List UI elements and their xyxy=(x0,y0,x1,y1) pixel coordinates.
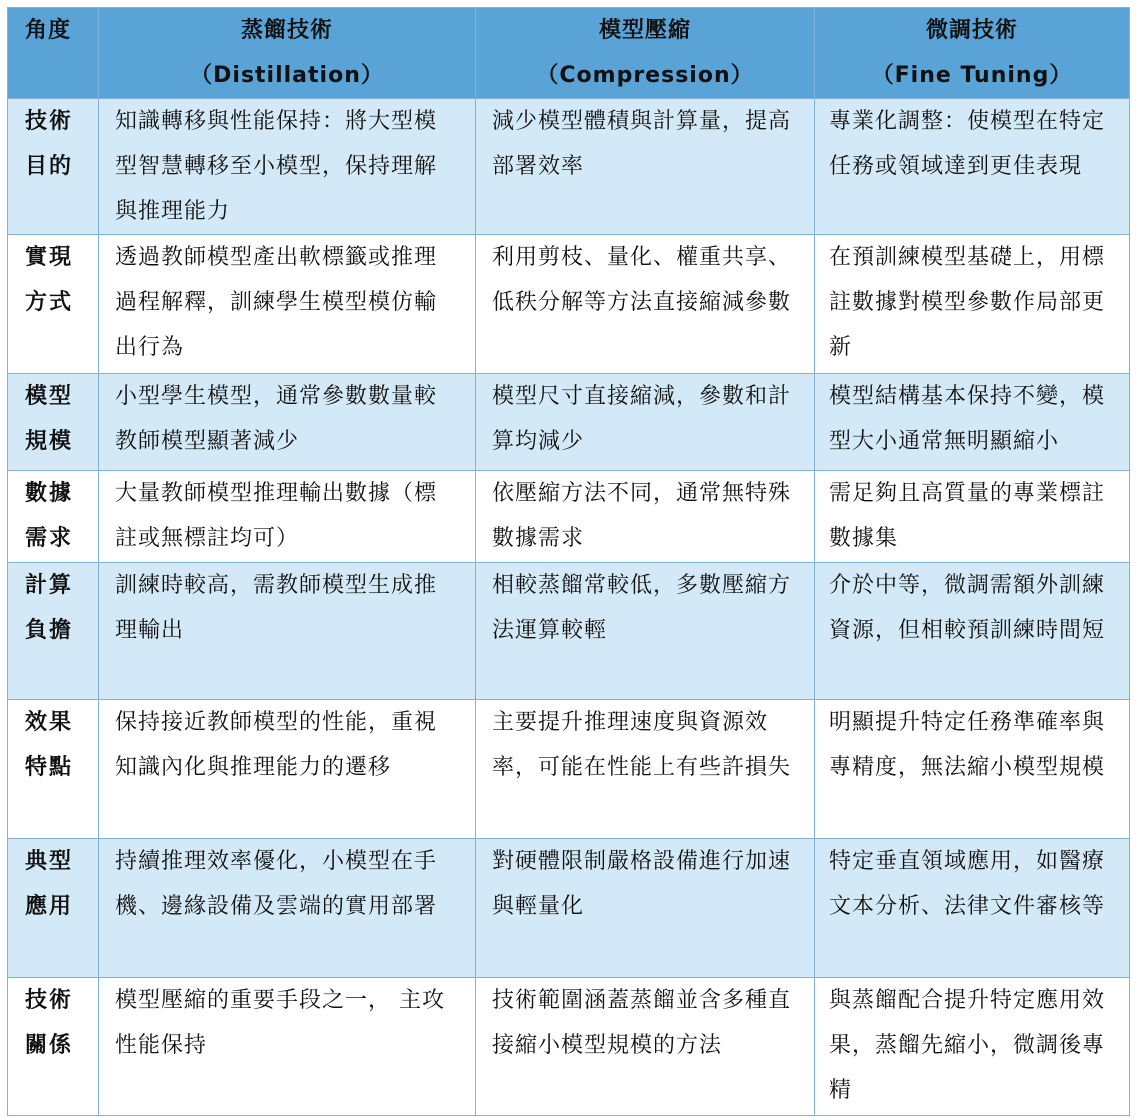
row-dimension-label: 計算負擔 xyxy=(8,563,99,700)
cell-compression: 模型尺寸直接縮減，參數和計算均減少 xyxy=(476,374,815,471)
header-fine-tuning-subtitle: （Fine Tuning） xyxy=(871,63,1073,88)
header-fine-tuning xyxy=(815,8,1130,99)
comparison-table xyxy=(7,7,1130,1116)
cell-distillation: 持續推理效率優化，小模型在手機、邊緣設備及雲端的實用部署 xyxy=(99,839,476,978)
table-row-data-requirement xyxy=(8,471,1130,563)
cell-distillation: 透過教師模型產出軟標籤或推理過程解釋，訓練學生模型模仿輸出行為 xyxy=(99,235,476,374)
row-dimension-label: 典型應用 xyxy=(8,839,99,978)
cell-fine-tuning: 專業化調整：使模型在特定任務或領域達到更佳表現 xyxy=(815,99,1130,235)
cell-compression: 對硬體限制嚴格設備進行加速與輕量化 xyxy=(476,839,815,978)
cell-distillation: 大量教師模型推理輸出數據（標註或無標註均可） xyxy=(99,471,476,563)
row-dimension-label: 技術關係 xyxy=(8,978,99,1116)
cell-compression: 依壓縮方法不同，通常無特殊數據需求 xyxy=(476,471,815,563)
comparison-table-container xyxy=(7,7,1129,1116)
cell-compression: 減少模型體積與計算量，提高部署效率 xyxy=(476,99,815,235)
header-compression-title: 模型壓縮 xyxy=(598,18,691,43)
table-row-implementation xyxy=(8,235,1130,374)
header-compression-subtitle: （Compression） xyxy=(536,63,754,88)
cell-fine-tuning: 介於中等，微調需額外訓練資源，但相較預訓練時間短 xyxy=(815,563,1130,700)
table-row-compute-cost xyxy=(8,563,1130,700)
header-distillation-title: 蒸餾技術 xyxy=(240,18,333,43)
cell-fine-tuning: 模型結構基本保持不變，模型大小通常無明顯縮小 xyxy=(815,374,1130,471)
cell-fine-tuning: 特定垂直領域應用，如醫療文本分析、法律文件審核等 xyxy=(815,839,1130,978)
header-angle: 角度 xyxy=(8,8,99,99)
cell-fine-tuning: 在預訓練模型基礎上，用標註數據對模型參數作局部更新 xyxy=(815,235,1130,374)
cell-distillation: 保持接近教師模型的性能，重視知識內化與推理能力的遷移 xyxy=(99,700,476,839)
row-dimension-label: 效果特點 xyxy=(8,700,99,839)
cell-fine-tuning: 需足夠且高質量的專業標註數據集 xyxy=(815,471,1130,563)
table-row-applications xyxy=(8,839,1130,978)
table-row-relationship xyxy=(8,978,1130,1116)
cell-distillation: 小型學生模型，通常參數數量較教師模型顯著減少 xyxy=(99,374,476,471)
cell-compression: 相較蒸餾常較低，多數壓縮方法運算較輕 xyxy=(476,563,815,700)
cell-fine-tuning: 明顯提升特定任務準確率與專精度，無法縮小模型規模 xyxy=(815,700,1130,839)
header-fine-tuning-title: 微調技術 xyxy=(925,18,1018,43)
cell-distillation: 模型壓縮的重要手段之一， 主攻性能保持 xyxy=(99,978,476,1116)
table-header-row xyxy=(8,8,1130,99)
header-compression xyxy=(476,8,815,99)
header-distillation-subtitle: （Distillation） xyxy=(190,63,384,88)
cell-distillation: 訓練時較高，需教師模型生成推理輸出 xyxy=(99,563,476,700)
cell-compression: 技術範圍涵蓋蒸餾並含多種直接縮小模型規模的方法 xyxy=(476,978,815,1116)
table-row-scale xyxy=(8,374,1130,471)
row-dimension-label: 實現方式 xyxy=(8,235,99,374)
header-distillation xyxy=(99,8,476,99)
cell-fine-tuning: 與蒸餾配合提升特定應用效果，蒸餾先縮小，微調後專精 xyxy=(815,978,1130,1116)
cell-compression: 主要提升推理速度與資源效率，可能在性能上有些許損失 xyxy=(476,700,815,839)
row-dimension-label: 模型規模 xyxy=(8,374,99,471)
cell-compression: 利用剪枝、量化、權重共享、低秩分解等方法直接縮減參數 xyxy=(476,235,815,374)
table-row-purpose xyxy=(8,99,1130,235)
row-dimension-label: 數據需求 xyxy=(8,471,99,563)
row-dimension-label: 技術目的 xyxy=(8,99,99,235)
cell-distillation: 知識轉移與性能保持：將大型模型智慧轉移至小模型，保持理解與推理能力 xyxy=(99,99,476,235)
table-row-characteristics xyxy=(8,700,1130,839)
